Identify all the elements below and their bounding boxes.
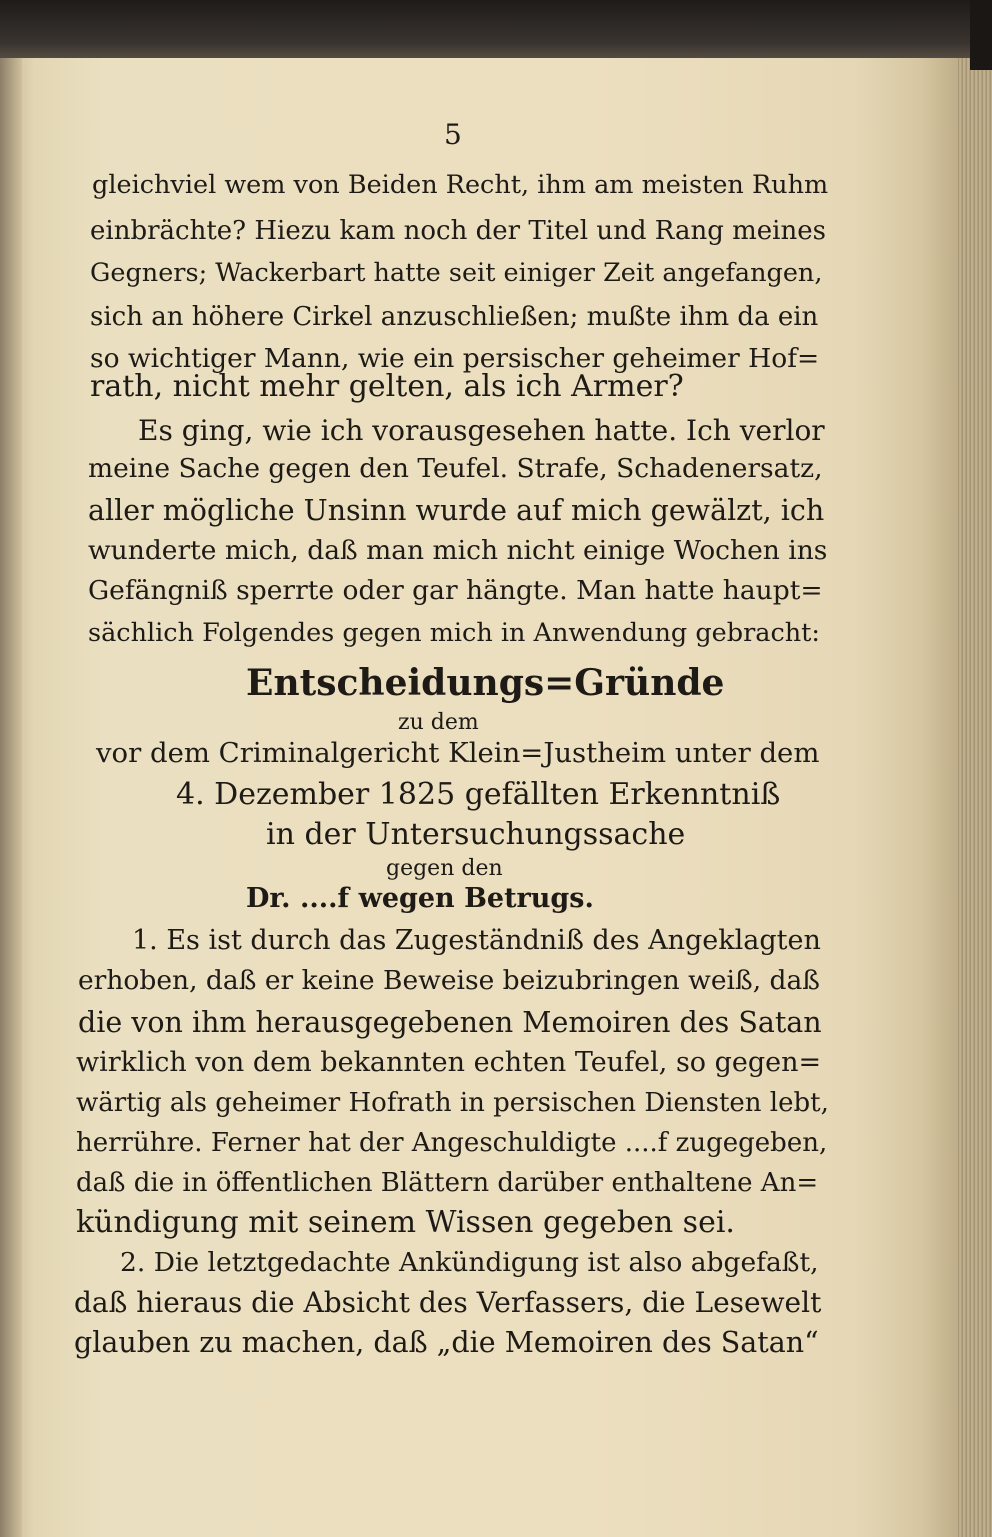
text-line: glauben zu machen, daß „die Memoiren des Satan“ — [74, 1326, 819, 1359]
text-line: sächlich Folgendes gegen mich in Anwendung gebracht: — [88, 618, 821, 648]
text-line: herrühre. Ferner hat der Angeschuldigte ....f zugegeben, — [76, 1128, 828, 1158]
text-line: so wichtiger Mann, wie ein persischer geheimer Hof= — [90, 343, 820, 374]
text-line: daß hieraus die Absicht des Verfassers, die Lesewelt — [74, 1286, 822, 1319]
text-line: einbrächte? Hiezu kam noch der Titel und Rang meines — [90, 216, 826, 246]
text-line: sich an höhere Cirkel anzuschließen; mußte ihm da ein — [90, 302, 819, 332]
heading-subline: vor dem Criminalgericht Klein=Justheim unter dem — [96, 737, 820, 769]
binding-gutter — [0, 58, 22, 1537]
text-line: erhoben, daß er keine Beweise beizubringen weiß, daß — [78, 965, 820, 996]
text-line: 1. Es ist durch das Zugeständniß des Angeklagten — [132, 925, 821, 956]
page-number: 5 — [444, 118, 462, 151]
heading-subline: in der Untersuchungssache — [266, 817, 686, 852]
section-heading: Entscheidungs=Gründe — [246, 662, 725, 704]
page-top-edge — [0, 0, 992, 62]
page-fore-edge — [958, 58, 992, 1537]
text-line: die von ihm herausgegebenen Memoiren des Satan — [78, 1006, 822, 1039]
text-line: meine Sache gegen den Teufel. Strafe, Schadenersatz, — [88, 453, 823, 484]
text-line: wunderte mich, daß man mich nicht einige Wochen ins — [88, 535, 828, 566]
heading-subline: Dr. ....f wegen Betrugs. — [246, 883, 594, 914]
text-line: wirklich von dem bekannten echten Teufel, so gegen= — [76, 1047, 822, 1078]
text-line: aller mögliche Unsinn wurde auf mich gewälzt, ich — [88, 494, 825, 527]
text-line: gleichviel wem von Beiden Recht, ihm am meisten Ruhm — [92, 170, 829, 200]
text-line: rath, nicht mehr gelten, als ich Armer? — [90, 369, 684, 404]
text-line: 2. Die letztgedachte Ankündigung ist also abgefaßt, — [120, 1247, 819, 1278]
heading-subline: gegen den — [386, 856, 503, 881]
text-line: daß die in öffentlichen Blättern darüber enthaltene An= — [76, 1168, 819, 1198]
text-line: wärtig als geheimer Hofrath in persischen Diensten lebt, — [76, 1088, 829, 1118]
heading-subline: zu dem — [398, 710, 479, 735]
text-line: Es ging, wie ich vorausgesehen hatte. Ich verlor — [138, 414, 825, 447]
text-line: Gefängniß sperrte oder gar hängte. Man hatte haupt= — [88, 575, 823, 606]
text-line: Gegners; Wackerbart hatte seit einiger Zeit angefangen, — [90, 258, 823, 288]
heading-subline: 4. Dezember 1825 gefällten Erkenntniß — [176, 777, 781, 812]
text-line: kündigung mit seinem Wissen gegeben sei. — [76, 1205, 735, 1240]
cover-corner — [970, 0, 992, 70]
